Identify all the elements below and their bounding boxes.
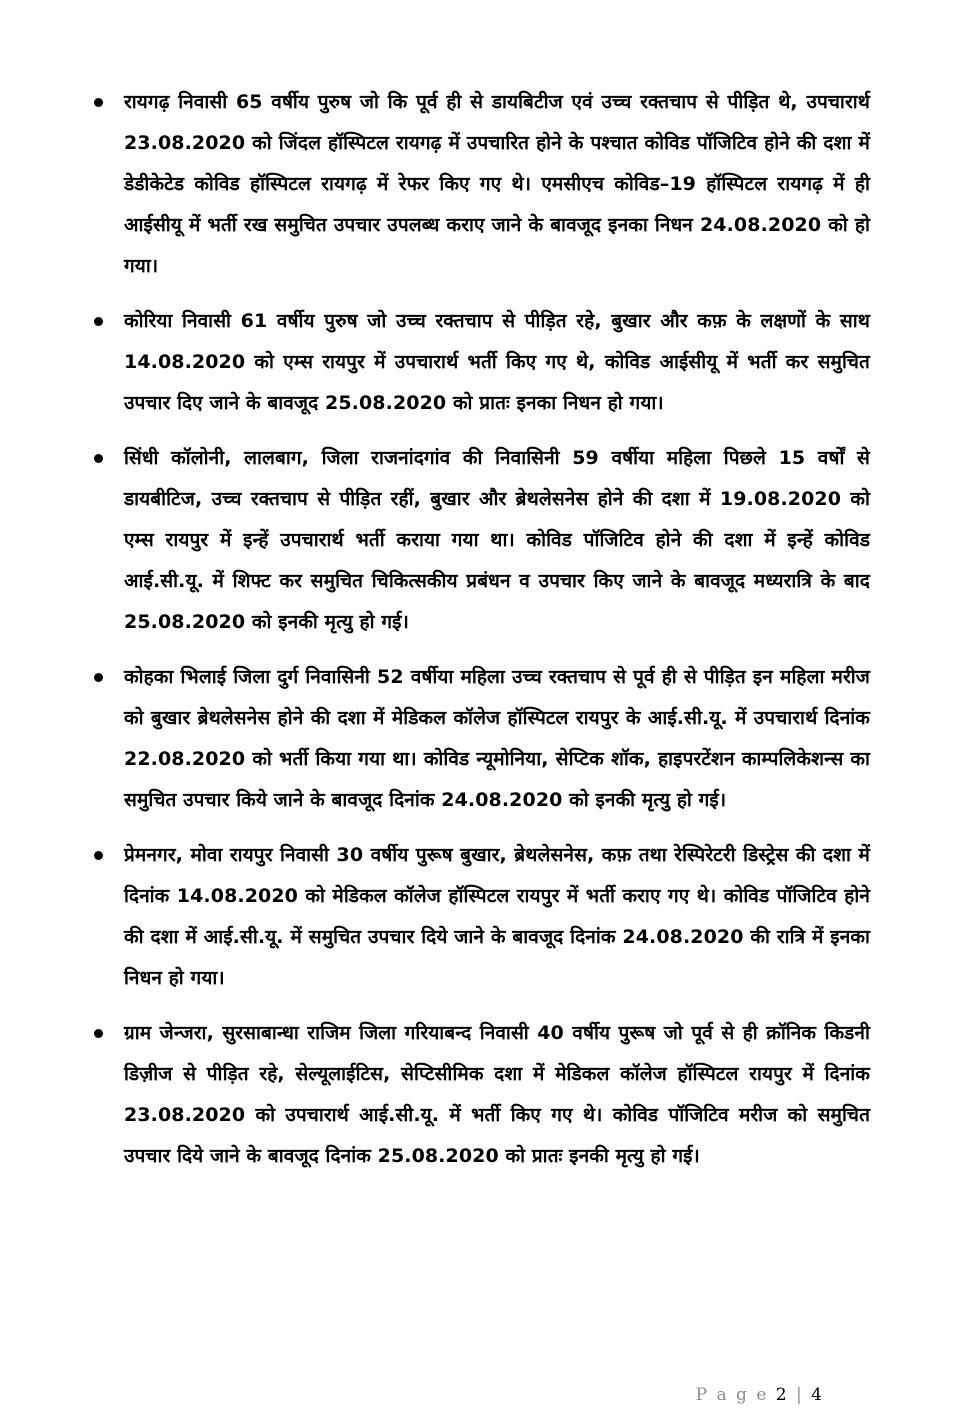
page-label: P a g e xyxy=(695,1385,776,1405)
list-item xyxy=(92,657,870,821)
bullet-icon xyxy=(94,673,103,682)
list-item xyxy=(92,438,870,643)
list-item-text: कोहका भिलाई जिला दुर्ग निवासिनी 52 वर्षीया महिला उच्च रक्तचाप से पूर्व ही से पीड़ित इन महिला मरीज को बुखार ब्रेथलेसनेस होने की दशा में मेडिकल कॉलेज हॉस्पिटल रायपुर के आई.सी.यू. में उपचारार्थ दिनांक 22.08.2020 को भर्ती किया गया था। कोविड न्यूमोनिया, सेप्टिक शॉक, हाइपरटेंशन काम्पलिकेशन्स का समुचित उपचार किये जाने के बावजूद दिनांक 24.08.2020 को इनकी मृत्यु हो गई। xyxy=(124,666,870,811)
current-page-number: 2 xyxy=(775,1385,789,1405)
list-item xyxy=(92,301,870,424)
bullet-icon xyxy=(94,98,103,107)
bullet-icon xyxy=(94,1029,103,1038)
bullet-icon xyxy=(94,317,103,326)
total-pages-number: 4 xyxy=(811,1385,824,1405)
list-item-text: कोरिया निवासी 61 वर्षीय पुरुष जो उच्च रक्तचाप से पीड़ित रहे, बुखार और कफ़ के लक्षणों के साथ 14.08.2020 को एम्स रायपुर में उपचारार्थ भर्ती किए गए थे, कोविड आईसीयू में भर्ती कर समुचित उपचार दिए जाने के बावजूद 25.08.2020 को प्रातः इनका निधन हो गया। xyxy=(124,310,870,414)
list-item-text: रायगढ़ निवासी 65 वर्षीय पुरुष जो कि पूर्व ही से डायबिटीज एवं उच्च रक्तचाप से पीड़ित थे, उपचारार्थ 23.08.2020 को जिंदल हॉस्पिटल रायगढ़ में उपचारित होने के पश्चात कोविड पॉजिटिव होने की दशा में डेडीकेटेड कोविड हॉस्पिटल रायगढ़ में रेफर किए गए थे। एमसीएच कोविड–19 हॉस्पिटल रायगढ़ में ही आईसीयू में भर्ती रख समुचित उपचार उपलब्ध कराए जाने के बावजूद इनका निधन 24.08.2020 को हो गया। xyxy=(124,91,870,277)
list-item xyxy=(92,835,870,999)
list-item-text: सिंधी कॉलोनी, लालबाग, जिला राजनांदगांव की निवासिनी 59 वर्षीया महिला पिछले 15 वर्षों से डायबीटिज, उच्च रक्तचाप से पीड़ित रहीं, बुखार और ब्रेथलेसनेस होने की दशा में 19.08.2020 को एम्स रायपुर में इन्हें उपचारार्थ भर्ती कराया गया था। कोविड पॉजिटिव होने की दशा में इन्हें कोविड आई.सी.यू. में शिफ्ट कर समुचित चिकित्सकीय प्रबंधन व उपचार किए जाने के बावजूद मध्यरात्रि के बाद 25.08.2020 को इनकी मृत्यु हो गई। xyxy=(124,447,870,633)
page-number-footer xyxy=(696,1385,824,1405)
bullet-list xyxy=(92,82,870,1191)
list-item-text: प्रेमनगर, मोवा रायपुर निवासी 30 वर्षीय पुरूष बुखार, ब्रेथलेसनेस, कफ़ तथा रेस्पिरेटरी डिस्ट्रेस की दशा में दिनांक 14.08.2020 को मेडिकल कॉलेज हॉस्पिटल रायपुर में भर्ती कराए गए थे। कोविड पॉजिटिव होने की दशा में आई.सी.यू. में समुचित उपचार दिये जाने के बावजूद दिनांक 24.08.2020 की रात्रि में इनका निधन हो गया। xyxy=(124,844,870,989)
page-separator: | xyxy=(788,1385,812,1405)
bullet-icon xyxy=(94,454,103,463)
list-item-text: ग्राम जेन्जरा, सुरसाबान्धा राजिम जिला गरियाबन्द निवासी 40 वर्षीय पुरूष जो पूर्व से ही क्रॉनिक किडनी डिज़ीज से पीड़ित रहे, सेल्यूलाईटिस, सेप्टिसीमिक दशा में मेडिकल कॉलेज हॉस्पिटल रायपुर में दिनांक 23.08.2020 को उपचारार्थ आई.सी.यू. में भर्ती किए गए थे। कोविड पॉजिटिव मरीज को समुचित उपचार दिये जाने के बावजूद दिनांक 25.08.2020 को प्रातः इनकी मृत्यु हो गई। xyxy=(124,1022,870,1167)
list-item xyxy=(92,82,870,287)
bullet-icon xyxy=(94,851,103,860)
list-item xyxy=(92,1013,870,1177)
